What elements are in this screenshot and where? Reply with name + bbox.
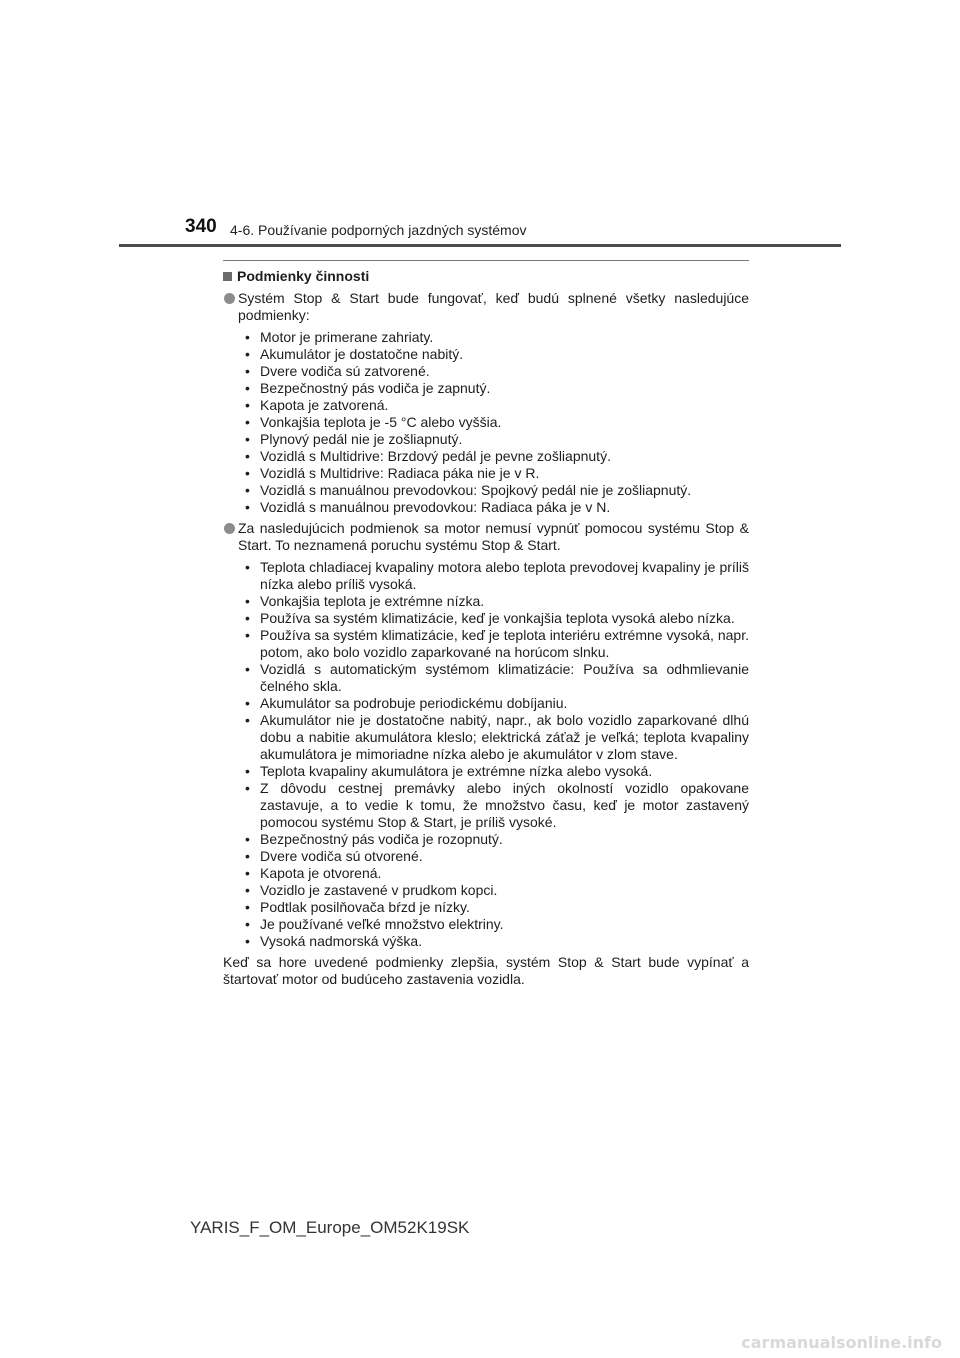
condition-item-text: Za nasledujúcich podmienok sa motor nemusí vypnúť pomocou systému Stop & Start. To neznamená poruchu systému Stop & Start. <box>238 520 749 553</box>
list-item-text: Vozidlo je zastavené v prudkom kopci. <box>260 882 498 898</box>
bullet-icon: • <box>245 431 250 447</box>
operating-conditions-list <box>223 329 749 516</box>
list-item <box>238 414 749 431</box>
list-item-text: Plynový pedál nie je zošliapnutý. <box>260 431 463 447</box>
bullet-icon: • <box>245 712 250 728</box>
list-item-text: Používa sa systém klimatizácie, keď je vonkajšia teplota vysoká alebo nízka. <box>260 610 735 626</box>
circle-bullet-icon <box>224 293 235 304</box>
list-item <box>238 431 749 448</box>
list-item <box>238 482 749 499</box>
bullet-icon: • <box>245 882 250 898</box>
list-item-text: Vonkajšia teplota je -5 °C alebo vyššia. <box>260 414 502 430</box>
bullet-icon: • <box>245 848 250 864</box>
page-content <box>223 268 749 988</box>
square-bullet-icon <box>223 272 232 281</box>
list-item <box>238 627 749 661</box>
list-item-text: Dvere vodiča sú otvorené. <box>260 848 423 864</box>
list-item <box>238 865 749 882</box>
list-item <box>238 380 749 397</box>
list-item-text: Dvere vodiča sú zatvorené. <box>260 363 430 379</box>
list-item <box>238 933 749 950</box>
bullet-icon: • <box>245 661 250 677</box>
list-item-text: Používa sa systém klimatizácie, keď je teplota interiéru extrémne vysoká, napr. potom, ako bolo vozidlo zaparkované na horúcom slnku. <box>260 627 749 660</box>
list-item-text: Bezpečnostný pás vodiča je rozopnutý. <box>260 831 503 847</box>
bullet-icon: • <box>245 831 250 847</box>
list-item <box>238 916 749 933</box>
non-stop-conditions-list <box>223 559 749 950</box>
list-item <box>238 499 749 516</box>
list-item-text: Akumulátor je dostatočne nabitý. <box>260 346 464 362</box>
list-item-text: Vozidlá s automatickým systémom klimatizácie: Používa sa odhmlievanie čelného skla. <box>260 661 749 694</box>
bullet-icon: • <box>245 499 250 515</box>
list-item <box>238 848 749 865</box>
bullet-icon: • <box>245 627 250 643</box>
list-item <box>238 899 749 916</box>
list-item-text: Vonkajšia teplota je extrémne nízka. <box>260 593 485 609</box>
bullet-icon: • <box>245 363 250 379</box>
list-item <box>238 329 749 346</box>
bullet-icon: • <box>245 916 250 932</box>
condition-item <box>223 290 749 324</box>
bullet-icon: • <box>245 899 250 915</box>
list-item-text: Vysoká nadmorská výška. <box>260 933 423 949</box>
list-item-text: Bezpečnostný pás vodiča je zapnutý. <box>260 380 491 396</box>
list-item-text: Z dôvodu cestnej premávky alebo iných okolností vozidlo opakovane zastavuje, a to vedie k tomu, že množstvo času, keď je motor zastavený pomocou systému Stop & Start, je príliš vysoké. <box>260 780 749 830</box>
list-item <box>238 593 749 610</box>
list-item <box>238 346 749 363</box>
list-item-text: Je používané veľké množstvo elektriny. <box>260 916 504 932</box>
list-item-text: Vozidlá s manuálnou prevodovkou: Radiaca páka je v N. <box>260 499 611 515</box>
list-item <box>238 448 749 465</box>
list-item-text: Kapota je zatvorená. <box>260 397 389 413</box>
bullet-icon: • <box>245 610 250 626</box>
watermark: carmanualsonline.info <box>741 1333 942 1352</box>
bullet-icon: • <box>245 865 250 881</box>
list-item-text: Akumulátor nie je dostatočne nabitý, napr., ak bolo vozidlo zaparkované dlhú dobu a nabitie akumulátora kleslo; elektrická záťaž je veľká; teplota kvapaliny akumulátora je mimoriadne nízka alebo je akumulátor v zlom stave. <box>260 712 749 762</box>
bullet-icon: • <box>245 933 250 949</box>
bullet-icon: • <box>245 397 250 413</box>
list-item-text: Motor je primerane zahriaty. <box>260 329 434 345</box>
list-item <box>238 882 749 899</box>
section-rule <box>223 260 749 261</box>
list-item-text: Vozidlá s manuálnou prevodovkou: Spojkový pedál nie je zošliapnutý. <box>260 482 692 498</box>
bullet-icon: • <box>245 695 250 711</box>
header-rule <box>119 244 841 247</box>
list-item <box>238 465 749 482</box>
list-item <box>238 695 749 712</box>
bullet-icon: • <box>245 414 250 430</box>
list-item <box>238 363 749 380</box>
bullet-icon: • <box>245 346 250 362</box>
document-code: YARIS_F_OM_Europe_OM52K19SK <box>190 1218 470 1237</box>
list-item <box>238 397 749 414</box>
bullet-icon: • <box>245 482 250 498</box>
bullet-icon: • <box>245 448 250 464</box>
bullet-icon: • <box>245 465 250 481</box>
chapter-title: 4-6. Používanie podporných jazdných systémov <box>230 222 527 238</box>
bullet-icon: • <box>245 780 250 796</box>
section-heading <box>223 268 749 285</box>
list-item <box>238 712 749 763</box>
bullet-icon: • <box>245 380 250 396</box>
list-item-text: Teplota kvapaliny akumulátora je extrémne nízka alebo vysoká. <box>260 763 653 779</box>
list-item-text: Kapota je otvorená. <box>260 865 382 881</box>
list-item-text: Teplota chladiacej kvapaliny motora alebo teplota prevodovej kvapaliny je príliš nízka alebo príliš vysoká. <box>260 559 749 592</box>
list-item-text: Vozidlá s Multidrive: Brzdový pedál je pevne zošliapnutý. <box>260 448 611 464</box>
list-item-text: Vozidlá s Multidrive: Radiaca páka nie je v R. <box>260 465 540 481</box>
closing-paragraph: Keď sa hore uvedené podmienky zlepšia, systém Stop & Start bude vypínať a štartovať motor od budúceho zastavenia vozidla. <box>223 954 749 987</box>
section-heading-text: Podmienky činnosti <box>237 268 370 284</box>
list-item <box>238 661 749 695</box>
list-item <box>238 610 749 627</box>
bullet-icon: • <box>245 763 250 779</box>
bullet-icon: • <box>245 329 250 345</box>
list-item <box>238 763 749 780</box>
bullet-icon: • <box>245 559 250 575</box>
condition-item-text: Systém Stop & Start bude fungovať, keď budú splnené všetky nasledujúce podmienky: <box>238 290 749 323</box>
list-item <box>238 559 749 593</box>
list-item <box>238 831 749 848</box>
page-number: 340 <box>185 216 217 237</box>
circle-bullet-icon <box>224 523 235 534</box>
list-item-text: Akumulátor sa podrobuje periodickému dobíjaniu. <box>260 695 568 711</box>
bullet-icon: • <box>245 593 250 609</box>
condition-item <box>223 520 749 554</box>
list-item <box>238 780 749 831</box>
list-item-text: Podtlak posilňovača bŕzd je nízky. <box>260 899 470 915</box>
